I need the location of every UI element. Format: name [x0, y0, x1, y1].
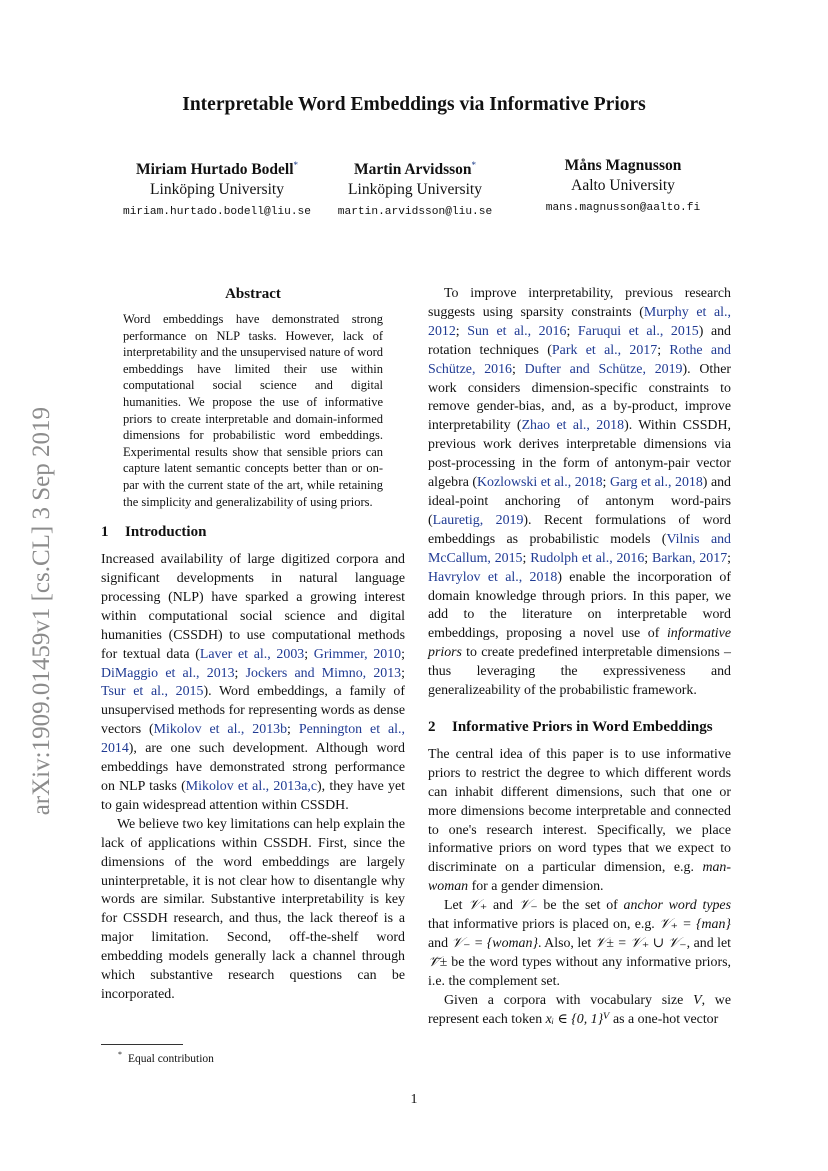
text-run: The central idea of this paper is to use informative priors to restrict the degree to which different words can inhabit different dimensions, such that one or more dimensions become interpretable and connected to one's research interest. Specifically, we place informative priors on word types that we expect to discriminate on a particular dimension, e.g.: [428, 746, 731, 876]
equal-contribution-mark: *: [293, 160, 299, 170]
citation-link[interactable]: Jockers and Mimno, 2013: [245, 665, 402, 681]
text-run: ;: [566, 323, 578, 339]
citation-link[interactable]: Laver et al., 2003: [199, 646, 305, 662]
related-work-paragraph: [428, 285, 731, 701]
citation-link[interactable]: Sun et al., 2016: [467, 323, 567, 339]
arxiv-sidebar-stamp: [18, 376, 66, 846]
text-run: be the set of: [537, 898, 624, 914]
text-run: ;: [644, 550, 652, 566]
text-run: ). Word embeddings, a family of unsupervised methods for representing words as dense vectors (: [101, 684, 405, 738]
text-run: ;: [401, 665, 405, 681]
text-run: ). Recent formulations of word embeddings as probabilistic models (: [428, 512, 731, 547]
text-run: ;: [657, 342, 670, 358]
text-run: ;: [522, 550, 531, 566]
intro-paragraph-1: [101, 551, 405, 816]
emphasis: anchor word types: [623, 898, 731, 914]
paper-title: Interpretable Word Embeddings via Informative Priors: [182, 94, 646, 115]
citation-link[interactable]: Murphy et al., 2012: [428, 304, 731, 339]
math-expression: V: [693, 992, 702, 1008]
text-run: ) and ideal-point anchoring of antonym word-pairs (: [428, 475, 731, 528]
text-run: ) and rotation techniques (: [428, 323, 732, 358]
emphasis: informative priors: [428, 626, 731, 661]
footnote-rule: [101, 1044, 183, 1045]
section-number: 1: [101, 524, 109, 541]
text-run: Given a corpora with vocabulary size: [444, 992, 694, 1008]
author-3: [498, 156, 748, 220]
abstract-heading: Abstract: [225, 286, 281, 302]
citation-link[interactable]: Vilnis and McCallum, 2015: [428, 531, 732, 566]
citation-link[interactable]: Zhao et al., 2018: [521, 418, 625, 434]
text-run: that informative priors is placed on, e.g.: [428, 917, 660, 933]
text-run: . Also, let: [538, 936, 595, 951]
citation-link[interactable]: Park et al., 2017: [551, 342, 658, 358]
text-run: ). Within CSSDH, previous work derives interpretable dimensions via post-processing in the form of antonym-pair vector algebra (: [428, 418, 731, 491]
citation-link[interactable]: Lauretig, 2019: [432, 512, 524, 528]
text-run: ;: [401, 646, 405, 662]
section-number: 2: [428, 718, 436, 735]
citation-link[interactable]: Kozlowski et al., 2018: [477, 475, 603, 491]
math-expression: 𝒱̄±: [428, 954, 448, 970]
math-expression: 𝒱₊: [468, 898, 488, 914]
author-affiliation: Linköping University: [150, 181, 284, 199]
text-run: ;: [304, 646, 314, 662]
math-expression: 𝒱₋ = {woman}: [451, 936, 538, 951]
text-run: be the word types without any informative priors, i.e. the complement set.: [428, 954, 731, 989]
left-column: [101, 285, 405, 1005]
page-number: 1: [410, 1092, 418, 1107]
text-run: ;: [602, 475, 610, 491]
text-run: as a one-hot vector: [609, 1011, 719, 1027]
emphasis: man-woman: [428, 860, 731, 895]
text-run: ), are one such development. Although word embeddings have demonstrated strong performance on NLP tasks (: [101, 741, 405, 794]
text-run: ) enable the incorporation of domain knowledge through priors. In this paper, we add to the literature on interpretable word embeddings, proposing a novel use of: [428, 569, 731, 642]
citation-link[interactable]: Mikolov et al., 2013b: [153, 722, 288, 738]
text-run: and: [428, 936, 452, 951]
author-name: Miriam Hurtado Bodell: [135, 161, 294, 179]
method-paragraph-3: [428, 992, 731, 1030]
intro-paragraph-2: We believe two key limitations can help explain the lack of applications within CSSDH. First, since the dimensions of the word embeddings are largely uninterpretable, it is not clear how to disentangle why words are similar. Substantive interpretability is key for CSSDH research, and thus, the lack thereof is a major limitation. Second, off-the-shelf word embedding models generally lack a channel through which substantive research questions can be incorporated.: [101, 816, 405, 1002]
text-run: ;: [287, 722, 299, 738]
math-expression: 𝒱₋: [518, 898, 538, 914]
text-run: for a gender dimension.: [468, 879, 604, 895]
equal-contribution-mark: *: [471, 160, 477, 170]
text-run: and: [487, 898, 519, 914]
section-heading-informative-priors: [428, 717, 731, 737]
text-run: ). Other work considers dimension-specific constraints to remove gender-bias, and, as a by-product, improve interpretability (: [428, 361, 731, 434]
citation-link[interactable]: Dufter and Schütze, 2019: [524, 361, 683, 377]
citation-link[interactable]: Rudolph et al., 2016: [530, 550, 645, 566]
citation-link[interactable]: Barkan, 2017: [651, 550, 728, 566]
footnote-text: Equal contribution: [128, 1052, 214, 1065]
text-run: ), they have yet to gain widespread attention within CSSDH.: [101, 779, 405, 813]
text-run: ;: [234, 665, 246, 681]
citation-link[interactable]: Faruqui et al., 2015: [577, 323, 699, 339]
citation-link[interactable]: Grimmer, 2010: [313, 646, 402, 662]
method-paragraph-2: [428, 897, 731, 992]
citation-link[interactable]: Pennington et al., 2014: [101, 722, 405, 757]
text-run: ;: [455, 323, 468, 339]
citation-link[interactable]: Rothe and Schütze, 2016: [428, 342, 731, 377]
math-expression: xᵢ ∈ {0, 1}ⱽ: [545, 1011, 610, 1027]
citation-link[interactable]: Garg et al., 2018: [609, 475, 703, 491]
text-run: Let: [444, 898, 469, 914]
section-title: Informative Priors in Word Embeddings: [452, 718, 713, 735]
footnote: [101, 1044, 405, 1065]
text-run: To improve interpretability, previous research suggests using sparsity constraints (: [428, 286, 731, 320]
footnote-mark: *: [118, 1050, 122, 1059]
math-expression: 𝒱± = 𝒱₊ ∪ 𝒱₋: [594, 936, 687, 951]
math-expression: 𝒱₊ = {man}: [659, 917, 731, 933]
author-name: Måns Magnusson: [564, 157, 682, 174]
citation-link[interactable]: Tsur et al., 2015: [101, 684, 204, 700]
section-heading-introduction: [101, 522, 405, 542]
section-title: Introduction: [125, 524, 207, 541]
text-run: Increased availability of large digitized corpora and significant developments in natural language processing (NLP) have sparked a growing interest within computational social science and digital humanities (CSSDH) to use computational methods for textual data (: [101, 552, 405, 662]
author-email[interactable]: martin.arvidsson@liu.se: [337, 206, 493, 219]
text-run: ;: [727, 550, 731, 566]
author-email[interactable]: miriam.hurtado.bodell@liu.se: [123, 206, 311, 219]
right-column: [428, 285, 731, 1030]
citation-link[interactable]: Mikolov et al., 2013a,c: [185, 779, 317, 794]
abstract-body: Word embeddings have demonstrated strong performance on NLP tasks. However, lack of interpretability and the unsupervised nature of word embeddings have limited their use within computational social science and digital humanities. We propose the use of informative priors to create interpretable and domain-informed dimensions for probabilistic word embeddings. Experimental results show that sensible priors can capture latent semantic concepts better than or on-par with the current state of the art, while retaining the simplicity and generalizability of using priors.: [123, 312, 383, 509]
text-run: , and let: [686, 936, 731, 951]
author-affiliation: Linköping University: [348, 181, 482, 199]
citation-link[interactable]: Havrylov et al., 2018: [428, 569, 558, 585]
author-email[interactable]: mans.magnusson@aalto.fi: [545, 202, 701, 214]
author-affiliation: Aalto University: [571, 177, 675, 194]
method-paragraph-1: [428, 746, 731, 897]
citation-link[interactable]: DiMaggio et al., 2013: [101, 665, 235, 681]
text-run: to create predefined interpretable dimensions – thus leveraging the expressiveness and generalizeability of the probabilistic framework.: [428, 645, 731, 699]
arxiv-id: arXiv:1909.01459v1 [cs.CL] 3 Sep 2019: [28, 406, 55, 816]
text-run: , we represent each token: [428, 992, 731, 1027]
text-run: ;: [512, 361, 525, 377]
author-name: Martin Arvidsson: [353, 161, 472, 179]
